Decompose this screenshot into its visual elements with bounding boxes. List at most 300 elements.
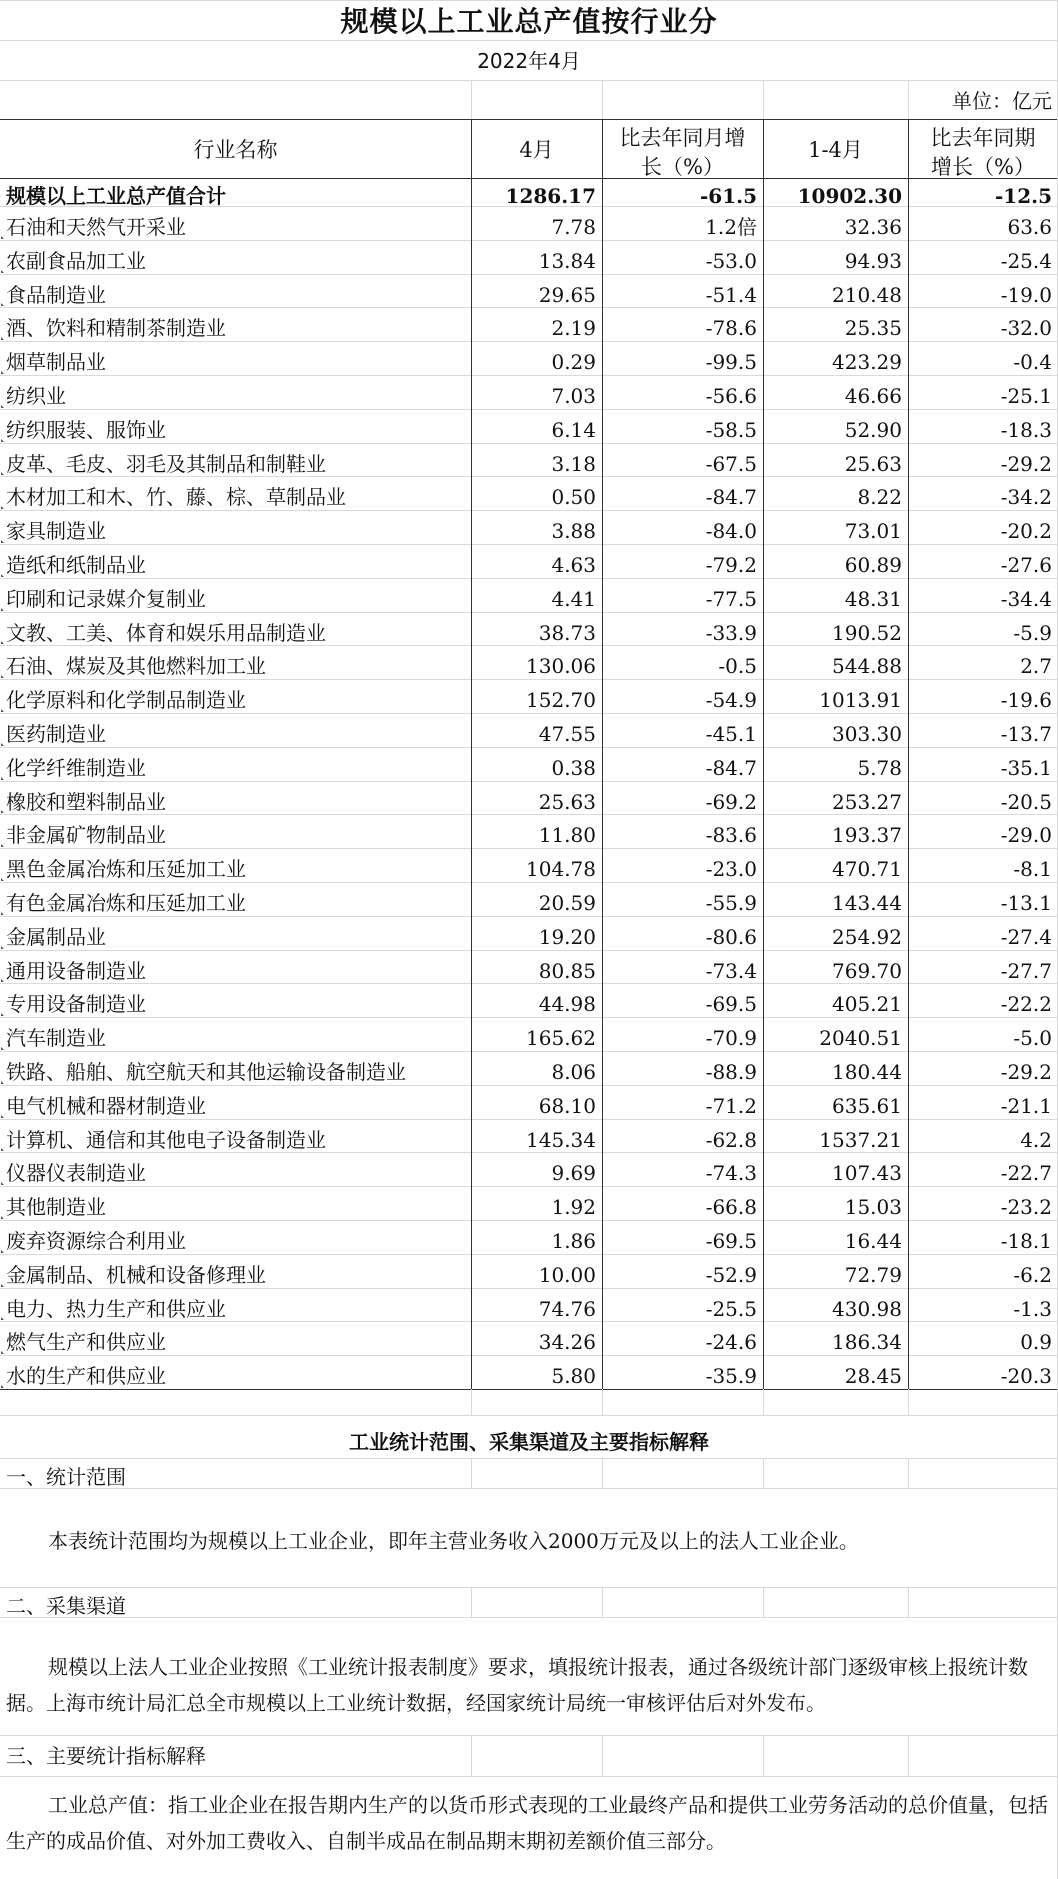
row-april: 1.92: [551, 1195, 596, 1220]
row-april: 74.76: [538, 1296, 596, 1321]
grid-line: [0, 1321, 1058, 1322]
row-april: 20.59: [538, 891, 596, 915]
cell-note-marker: [1, 1284, 4, 1287]
row-jan-apr: 635.61: [832, 1093, 902, 1118]
row-april: 44.98: [538, 992, 596, 1017]
row-april-yoy: -83.6: [705, 823, 757, 848]
cell-note-marker: [1, 844, 4, 847]
row-jan-apr: 5.78: [857, 755, 902, 780]
row-jan-apr: 15.03: [844, 1195, 902, 1220]
row-jan-apr-yoy: 2.7: [1020, 654, 1052, 679]
row-jan-apr: 430.98: [832, 1296, 902, 1321]
row-april-yoy: -78.6: [705, 316, 757, 341]
header-april-yoy-line2: 长（%）: [641, 155, 724, 179]
grid-line: [0, 1017, 1058, 1018]
row-jan-apr-yoy: -34.4: [1000, 586, 1052, 611]
grid-line: [471, 80, 472, 119]
grid-line: [0, 1617, 1058, 1618]
scope-heading: 一、统计范围: [6, 1465, 126, 1489]
row-april-yoy: -56.6: [705, 384, 757, 408]
header-jan-apr-yoy-line2: 增长（%）: [931, 155, 1035, 179]
row-jan-apr-yoy: -23.2: [1000, 1195, 1052, 1220]
row-april-yoy: 1.2倍: [705, 215, 757, 239]
row-jan-apr: 25.35: [844, 316, 902, 341]
row-april-yoy: -73.4: [705, 958, 757, 983]
row-april-yoy: -23.0: [705, 857, 757, 882]
cell-note-marker: [1, 1081, 4, 1084]
grid-line: [602, 1389, 603, 1415]
row-april-yoy: -52.9: [705, 1262, 757, 1287]
row-jan-apr: 303.30: [832, 722, 902, 746]
row-april: 38.73: [538, 620, 596, 645]
grid-line: [0, 1288, 1058, 1289]
row-april: 6.14: [551, 417, 596, 442]
row-industry-name: 金属制品、机械和设备修理业: [6, 1262, 266, 1287]
row-jan-apr: 48.31: [844, 586, 902, 611]
grid-line: [908, 1587, 909, 1617]
channel-heading: 二、采集渠道: [6, 1594, 126, 1618]
row-april: 10.00: [538, 1262, 596, 1287]
row-jan-apr: 2040.51: [819, 1026, 902, 1051]
cell-note-marker: [1, 439, 4, 442]
cell-note-marker: [1, 1317, 4, 1320]
grid-line: [0, 679, 1058, 680]
row-industry-name: 食品制造业: [6, 282, 106, 307]
row-jan-apr-yoy: -1.3: [1013, 1296, 1052, 1321]
cell-note-marker: [1, 1047, 4, 1050]
unit-label: 单位：亿元: [952, 89, 1052, 113]
row-april-yoy: -62.8: [705, 1127, 757, 1152]
grid-line: [471, 1735, 472, 1776]
row-jan-apr: 143.44: [832, 891, 902, 915]
row-jan-apr: 193.37: [832, 823, 902, 848]
row-industry-name: 汽车制造业: [6, 1026, 106, 1051]
grid-line: [0, 1254, 1058, 1255]
grid-line: [908, 1735, 909, 1776]
total-jan-apr: 10902.30: [797, 184, 902, 208]
cell-note-marker: [1, 878, 4, 881]
grid-line: [602, 1735, 603, 1776]
row-industry-name: 石油、煤炭及其他燃料加工业: [6, 654, 266, 679]
row-jan-apr-yoy: -8.1: [1013, 857, 1052, 882]
grid-line: [908, 1458, 909, 1488]
row-jan-apr-yoy: 0.9: [1020, 1330, 1052, 1355]
row-jan-apr: 32.36: [844, 215, 902, 239]
row-jan-apr-yoy: -20.2: [1000, 519, 1052, 544]
row-april: 104.78: [526, 857, 596, 882]
grid-line: [0, 713, 1058, 714]
grid-line: [763, 1458, 764, 1488]
row-jan-apr: 46.66: [844, 384, 902, 408]
row-jan-apr: 1013.91: [819, 688, 902, 713]
row-april: 25.63: [538, 789, 596, 814]
grid-line: [0, 476, 1058, 477]
row-jan-apr-yoy: -22.2: [1000, 992, 1052, 1017]
row-industry-name: 家具制造业: [6, 519, 106, 544]
row-april: 19.20: [538, 924, 596, 949]
header-jan-apr-yoy: [908, 124, 1058, 182]
row-industry-name: 黑色金属冶炼和压延加工业: [6, 857, 246, 882]
grid-line: [0, 1220, 1058, 1221]
row-april-yoy: -45.1: [705, 722, 757, 746]
row-jan-apr: 25.63: [844, 451, 902, 476]
row-april-yoy: -88.9: [705, 1060, 757, 1084]
row-april-yoy: -67.5: [705, 451, 757, 476]
row-april-yoy: -69.5: [705, 1229, 757, 1253]
row-april-yoy: -84.0: [705, 519, 757, 544]
cell-note-marker: [1, 371, 4, 374]
row-industry-name: 医药制造业: [6, 722, 106, 746]
row-industry-name: 非金属矿物制品业: [6, 823, 166, 848]
row-april-yoy: -99.5: [705, 350, 757, 375]
grid-line: [471, 1458, 472, 1488]
row-jan-apr: 423.29: [832, 350, 902, 375]
row-april-yoy: -69.5: [705, 992, 757, 1017]
cell-note-marker: [1, 1351, 4, 1354]
grid-line: [0, 274, 1058, 275]
total-april: 1286.17: [505, 184, 596, 208]
row-jan-apr-yoy: -6.2: [1013, 1262, 1052, 1287]
row-april-yoy: -35.9: [705, 1364, 757, 1389]
row-jan-apr-yoy: -29.2: [1000, 451, 1052, 476]
grid-line: [0, 814, 1058, 815]
cell-note-marker: [1, 540, 4, 543]
row-jan-apr-yoy: 4.2: [1020, 1127, 1052, 1152]
row-april: 7.03: [551, 384, 596, 408]
row-april: 152.70: [526, 688, 596, 713]
row-jan-apr-yoy: -18.3: [1000, 417, 1052, 442]
row-april-yoy: -71.2: [705, 1093, 757, 1118]
row-industry-name: 通用设备制造业: [6, 958, 146, 983]
row-jan-apr: 73.01: [844, 519, 902, 544]
grid-line: [0, 341, 1058, 342]
row-april: 7.78: [551, 215, 596, 239]
row-jan-apr-yoy: -25.4: [1000, 248, 1052, 273]
row-april: 130.06: [526, 654, 596, 679]
row-april-yoy: -54.9: [705, 688, 757, 713]
cell-note-marker: [1, 743, 4, 746]
grid-line: [0, 882, 1058, 883]
row-april-yoy: -53.0: [705, 248, 757, 273]
row-april-yoy: -80.6: [705, 924, 757, 949]
cell-note-marker: [1, 405, 4, 408]
row-industry-name: 纺织服装、服饰业: [6, 417, 166, 442]
row-april-yoy: -24.6: [705, 1330, 757, 1355]
cell-note-marker: [1, 641, 4, 644]
row-april: 0.38: [551, 755, 596, 780]
grid-line: [0, 781, 1058, 782]
row-jan-apr-yoy: -22.7: [1000, 1161, 1052, 1186]
grid-line: [0, 1776, 1058, 1777]
row-april-yoy: -74.3: [705, 1161, 757, 1186]
grid-line: [0, 544, 1058, 545]
row-jan-apr-yoy: -20.5: [1000, 789, 1052, 814]
row-april-yoy: -69.2: [705, 789, 757, 814]
total-april-yoy: -61.5: [699, 184, 757, 208]
total-jan-apr-yoy: -12.5: [994, 184, 1052, 208]
cell-note-marker: [1, 506, 4, 509]
row-jan-apr: 253.27: [832, 789, 902, 814]
grid-line: [471, 1587, 472, 1617]
row-jan-apr-yoy: -19.0: [1000, 282, 1052, 307]
row-jan-apr: 16.44: [844, 1229, 902, 1253]
row-jan-apr: 94.93: [844, 248, 902, 273]
row-industry-name: 仪器仪表制造业: [6, 1161, 146, 1186]
row-april: 13.84: [538, 248, 596, 273]
grid-line: [763, 80, 764, 119]
row-jan-apr: 470.71: [832, 857, 902, 882]
row-industry-name: 水的生产和供应业: [6, 1364, 166, 1389]
grid-line: [763, 1587, 764, 1617]
row-april: 4.63: [551, 553, 596, 577]
grid-line: [0, 240, 1058, 241]
row-april: 47.55: [538, 722, 596, 746]
row-april: 0.29: [551, 350, 596, 375]
row-industry-name: 有色金属冶炼和压延加工业: [6, 891, 246, 915]
row-april: 3.18: [551, 451, 596, 476]
row-jan-apr-yoy: -27.4: [1000, 924, 1052, 949]
row-april: 8.06: [551, 1060, 596, 1084]
cell-note-marker: [1, 912, 4, 915]
grid-line: [0, 1488, 1058, 1489]
grid-line: [0, 1119, 1058, 1120]
row-jan-apr: 28.45: [844, 1364, 902, 1389]
row-industry-name: 其他制造业: [6, 1195, 106, 1220]
row-industry-name: 铁路、船舶、航空航天和其他运输设备制造业: [6, 1060, 406, 1084]
grid-line: [0, 645, 1058, 646]
row-jan-apr-yoy: -25.1: [1000, 384, 1052, 408]
row-april: 68.10: [538, 1093, 596, 1118]
cell-note-marker: [1, 709, 4, 712]
row-april: 11.80: [538, 823, 596, 848]
cell-note-marker: [1, 270, 4, 273]
grid-line: [0, 950, 1058, 951]
grid-line: [0, 1186, 1058, 1187]
row-jan-apr: 60.89: [844, 553, 902, 577]
row-april-yoy: -55.9: [705, 891, 757, 915]
cell-note-marker: [1, 979, 4, 982]
row-jan-apr: 1537.21: [819, 1127, 902, 1152]
grid-line: [0, 1587, 1058, 1588]
grid-line: [0, 1085, 1058, 1086]
row-jan-apr-yoy: 63.6: [1007, 215, 1052, 239]
row-april: 34.26: [538, 1330, 596, 1355]
row-jan-apr-yoy: -5.9: [1013, 620, 1052, 645]
row-jan-apr-yoy: -35.1: [1000, 755, 1052, 780]
grid-line: [602, 1587, 603, 1617]
cell-note-marker: [1, 337, 4, 340]
grid-line: [908, 80, 909, 119]
row-jan-apr: 180.44: [832, 1060, 902, 1084]
row-jan-apr-yoy: -29.2: [1000, 1060, 1052, 1084]
cell-note-marker: [1, 810, 4, 813]
indicators-text: 工业总产值：指工业企业在报告期内生产的以货币形式表现的工业最终产品和提供工业劳务活动的总价值量，包括生产的成品价值、对外加工费收入、自制半成品在制品期末期初差额价值三部分。: [6, 1793, 1048, 1853]
row-industry-name: 文教、工美、体育和娱乐用品制造业: [6, 620, 326, 645]
channel-text: 规模以上法人工业企业按照《工业统计报表制度》要求，填报统计报表，通过各级统计部门逐级审核上报统计数据。上海市统计局汇总全市规模以上工业统计数据，经国家统计局统一审核评估后对外发布。: [6, 1655, 1028, 1715]
row-april-yoy: -51.4: [705, 282, 757, 307]
row-jan-apr: 72.79: [844, 1262, 902, 1287]
row-industry-name: 电气机械和器材制造业: [6, 1093, 206, 1118]
row-april: 80.85: [538, 958, 596, 983]
row-jan-apr-yoy: -19.6: [1000, 688, 1052, 713]
cell-note-marker: [1, 1216, 4, 1219]
row-april-yoy: -33.9: [705, 620, 757, 645]
indicators-heading: 三、主要统计指标解释: [6, 1744, 206, 1768]
cell-note-marker: [1, 1013, 4, 1016]
grid-line: [602, 1458, 603, 1488]
row-jan-apr-yoy: -34.2: [1000, 485, 1052, 510]
row-april-yoy: -58.5: [705, 417, 757, 442]
row-industry-name: 烟草制品业: [6, 350, 106, 375]
cell-note-marker: [1, 777, 4, 780]
grid-line: [0, 443, 1058, 444]
cell-note-marker: [1, 472, 4, 475]
row-april-yoy: -70.9: [705, 1026, 757, 1051]
header-april-yoy-line1: 比去年同月增: [619, 126, 746, 150]
row-industry-name: 化学纤维制造业: [6, 755, 146, 780]
cell-note-marker: [1, 1115, 4, 1118]
row-april-yoy: -0.5: [718, 654, 757, 679]
row-industry-name: 石油和天然气开采业: [6, 215, 186, 239]
cell-note-marker: [1, 236, 4, 239]
grid-line: [0, 510, 1058, 511]
row-jan-apr: 405.21: [832, 992, 902, 1017]
row-april-yoy: -84.7: [705, 485, 757, 510]
grid-line: [763, 1389, 764, 1415]
row-april: 1.86: [551, 1229, 596, 1253]
grid-line: [0, 747, 1058, 748]
row-april: 9.69: [551, 1161, 596, 1186]
grid-line: [0, 178, 1058, 179]
row-industry-name: 酒、饮料和精制茶制造业: [6, 316, 226, 341]
row-jan-apr-yoy: -32.0: [1000, 316, 1052, 341]
row-jan-apr: 254.92: [832, 924, 902, 949]
row-april-yoy: -79.2: [705, 553, 757, 577]
row-jan-apr-yoy: -0.4: [1013, 350, 1052, 375]
cell-note-marker: [1, 1182, 4, 1185]
row-industry-name: 金属制品业: [6, 924, 106, 949]
grid-line: [0, 578, 1058, 579]
row-april: 0.50: [551, 485, 596, 510]
row-jan-apr: 186.34: [832, 1330, 902, 1355]
row-april-yoy: -77.5: [705, 586, 757, 611]
grid-line: [0, 983, 1058, 984]
row-jan-apr-yoy: -13.7: [1000, 722, 1052, 746]
grid-line: [0, 375, 1058, 376]
row-jan-apr: 8.22: [857, 485, 902, 510]
header-jan-apr-yoy-line1: 比去年同期: [930, 126, 1036, 150]
row-jan-apr-yoy: -13.1: [1000, 891, 1052, 915]
header-april-yoy: [602, 124, 763, 182]
header-jan-apr: 1-4月: [808, 138, 863, 162]
row-april-yoy: -84.7: [705, 755, 757, 780]
cell-note-marker: [1, 1385, 4, 1388]
row-jan-apr: 544.88: [832, 654, 902, 679]
row-industry-name: 废弃资源综合利用业: [6, 1229, 186, 1253]
row-april-yoy: -66.8: [705, 1195, 757, 1220]
grid-line: [0, 1415, 1058, 1416]
grid-line: [763, 1735, 764, 1776]
row-april: 2.19: [551, 316, 596, 341]
row-jan-apr: 190.52: [832, 620, 902, 645]
report-date: 2022年4月: [477, 49, 581, 73]
row-industry-name: 电力、热力生产和供应业: [6, 1296, 226, 1321]
grid-line: [471, 1389, 472, 1415]
row-jan-apr-yoy: -5.0: [1013, 1026, 1052, 1051]
grid-line: [0, 119, 1058, 120]
row-jan-apr: 52.90: [844, 417, 902, 442]
row-jan-apr: 769.70: [832, 958, 902, 983]
grid-line: [0, 612, 1058, 613]
grid-line: [908, 1389, 909, 1415]
row-april-yoy: -25.5: [705, 1296, 757, 1321]
row-industry-name: 燃气生产和供应业: [6, 1330, 166, 1355]
page-title: 规模以上工业总产值按行业分: [340, 5, 718, 38]
row-jan-apr-yoy: -29.0: [1000, 823, 1052, 848]
grid-line: [0, 307, 1058, 308]
row-industry-name: 印刷和记录媒介复制业: [6, 586, 206, 611]
row-april: 5.80: [551, 1364, 596, 1389]
grid-line: [0, 0, 1058, 1]
grid-line: [0, 80, 1058, 81]
row-industry-name: 计算机、通信和其他电子设备制造业: [6, 1127, 326, 1152]
row-april: 29.65: [538, 282, 596, 307]
cell-note-marker: [1, 574, 4, 577]
header-april: 4月: [519, 138, 554, 162]
row-industry-name: 纺织业: [6, 384, 66, 408]
row-industry-name: 皮革、毛皮、羽毛及其制品和制鞋业: [6, 451, 326, 476]
row-industry-name: 橡胶和塑料制品业: [6, 789, 166, 814]
row-jan-apr-yoy: -27.7: [1000, 958, 1052, 983]
scope-text: 本表统计范围均为规模以上工业企业，即年主营业务收入2000万元及以上的法人工业企业。: [48, 1529, 859, 1553]
row-industry-name: 专用设备制造业: [6, 992, 146, 1017]
header-industry-name: 行业名称: [193, 138, 278, 162]
grid-line: [0, 1735, 1058, 1736]
cell-note-marker: [1, 303, 4, 306]
row-april: 4.41: [551, 586, 596, 611]
total-name: 规模以上工业总产值合计: [6, 184, 226, 208]
row-jan-apr-yoy: -20.3: [1000, 1364, 1052, 1389]
grid-line: [0, 848, 1058, 849]
row-jan-apr: 107.43: [832, 1161, 902, 1186]
cell-note-marker: [1, 1250, 4, 1253]
grid-line: [0, 1389, 1058, 1390]
row-april: 165.62: [526, 1026, 596, 1051]
notes-title: 工业统计范围、采集渠道及主要指标解释: [349, 1430, 709, 1454]
grid-line: [0, 40, 1058, 41]
grid-line: [0, 1355, 1058, 1356]
cell-note-marker: [1, 946, 4, 949]
row-jan-apr: 210.48: [832, 282, 902, 307]
row-jan-apr-yoy: -21.1: [1000, 1093, 1052, 1118]
row-industry-name: 化学原料和化学制品制造业: [6, 688, 246, 713]
row-industry-name: 木材加工和木、竹、藤、棕、草制品业: [6, 485, 346, 510]
grid-line: [0, 916, 1058, 917]
grid-line: [602, 80, 603, 119]
grid-line: [0, 1458, 1058, 1459]
row-april: 145.34: [526, 1127, 596, 1152]
row-jan-apr-yoy: -27.6: [1000, 553, 1052, 577]
cell-note-marker: [1, 608, 4, 611]
grid-line: [0, 1051, 1058, 1052]
row-industry-name: 造纸和纸制品业: [6, 553, 146, 577]
grid-line: [0, 409, 1058, 410]
grid-line: [0, 1152, 1058, 1153]
row-jan-apr-yoy: -18.1: [1000, 1229, 1052, 1253]
row-industry-name: 农副食品加工业: [6, 248, 146, 273]
cell-note-marker: [1, 675, 4, 678]
row-april: 3.88: [551, 519, 596, 544]
